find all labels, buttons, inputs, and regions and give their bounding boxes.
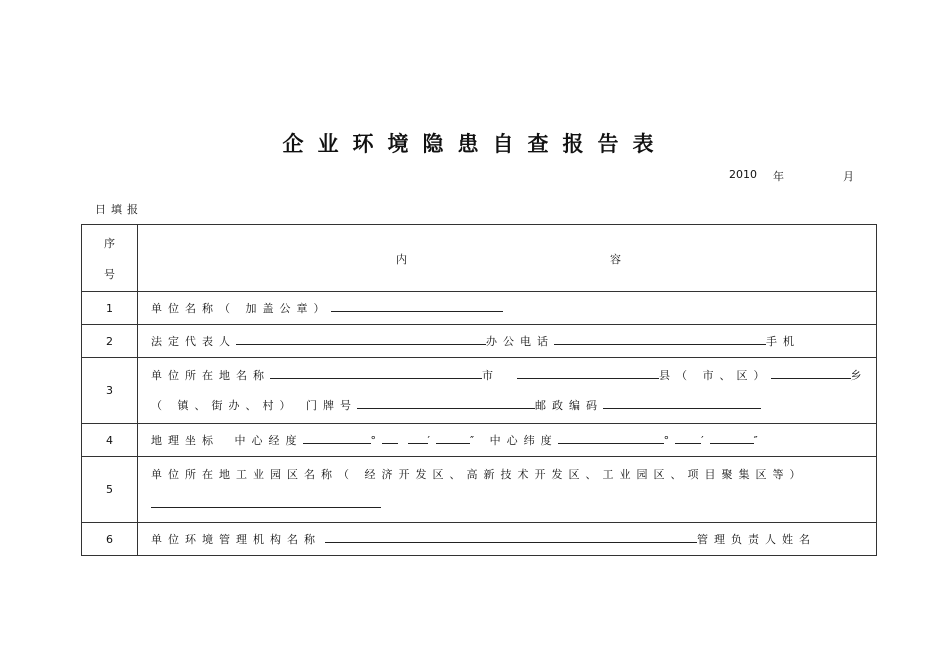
township-label: 乡: [850, 368, 868, 382]
fill-date-note: 日填报: [95, 203, 143, 216]
latitude-sec-unit: ″: [753, 434, 764, 447]
table-row: [82, 523, 877, 556]
longitude-sec-field[interactable]: [436, 433, 470, 444]
longitude-deg-pad: [382, 433, 398, 444]
row-content: [138, 424, 877, 457]
street-field[interactable]: [357, 398, 535, 409]
table-header-row: [82, 225, 877, 292]
env-org-label: 单位环境管理机构名称: [151, 533, 321, 546]
row-num: 5: [82, 457, 138, 523]
office-phone-label: 办公电话: [486, 335, 554, 348]
county-label: 县（ 市、区）: [659, 368, 771, 382]
month-label: 月: [843, 170, 854, 183]
latitude-min-unit: ′: [701, 434, 710, 447]
table-row: [82, 358, 877, 424]
row-content: [138, 325, 877, 358]
row-num: 4: [82, 424, 138, 457]
env-org-field[interactable]: [325, 532, 697, 543]
row-content: [138, 292, 877, 325]
year-label: 年: [773, 170, 784, 183]
header-num-line2: 号: [104, 268, 115, 281]
row-content: [138, 358, 877, 424]
row-content: [138, 523, 877, 556]
location-label: 单位所在地名称: [151, 368, 270, 382]
manager-name-label: 管理负责人姓名: [697, 533, 816, 546]
form-title: 企业环境隐患自查报告表: [282, 131, 668, 156]
report-table: [81, 224, 877, 556]
legal-rep-field[interactable]: [236, 334, 486, 345]
row-num: 6: [82, 523, 138, 556]
unit-name-field[interactable]: [331, 301, 503, 312]
longitude-sec-unit: ″: [470, 434, 481, 447]
city-field[interactable]: [517, 368, 659, 379]
year-value: 2010: [729, 168, 757, 181]
header-content-cell: [138, 225, 877, 292]
mobile-label: 手机: [766, 335, 800, 348]
table-row: [82, 292, 877, 325]
longitude-deg-unit: °: [370, 434, 382, 447]
header-content-right: 容: [610, 253, 621, 266]
row-content: [138, 457, 877, 523]
row-num: 1: [82, 292, 138, 325]
header-num-line1: 序: [104, 237, 115, 250]
location-field[interactable]: [270, 368, 482, 379]
legal-rep-label: 法定代表人: [151, 335, 236, 348]
postcode-field[interactable]: [603, 398, 761, 409]
street-label: （ 镇、街办、村） 门牌号: [151, 398, 357, 412]
longitude-min-field[interactable]: [408, 433, 428, 444]
latitude-deg-unit: °: [663, 434, 676, 447]
latitude-min-field[interactable]: [675, 433, 701, 444]
longitude-min-unit: ′: [427, 434, 436, 447]
row-num: 2: [82, 325, 138, 358]
table-row: [82, 424, 877, 457]
industrial-park-label: 单位所在地工业园区名称（ 经济开发区、高新技术开发区、工业园区、项目聚集区等）: [151, 467, 807, 481]
postcode-label: 邮政编码: [535, 398, 603, 412]
unit-name-label: 单位名称（ 加盖公章）: [151, 302, 331, 315]
header-content-left: 内: [396, 253, 407, 266]
row-num: 3: [82, 358, 138, 424]
latitude-deg-field[interactable]: [558, 433, 664, 444]
latitude-label: 中心纬度: [489, 434, 558, 447]
longitude-deg-field[interactable]: [303, 433, 371, 444]
county-field[interactable]: [771, 368, 851, 379]
office-phone-field[interactable]: [554, 334, 766, 345]
latitude-sec-field[interactable]: [710, 433, 754, 444]
city-label: 市: [482, 368, 499, 382]
longitude-label: 中心经度: [234, 434, 303, 447]
industrial-park-field[interactable]: [151, 497, 381, 508]
header-num-cell: [82, 225, 138, 292]
coord-label: 地理坐标: [151, 434, 219, 447]
table-row: [82, 457, 877, 523]
table-row: [82, 325, 877, 358]
